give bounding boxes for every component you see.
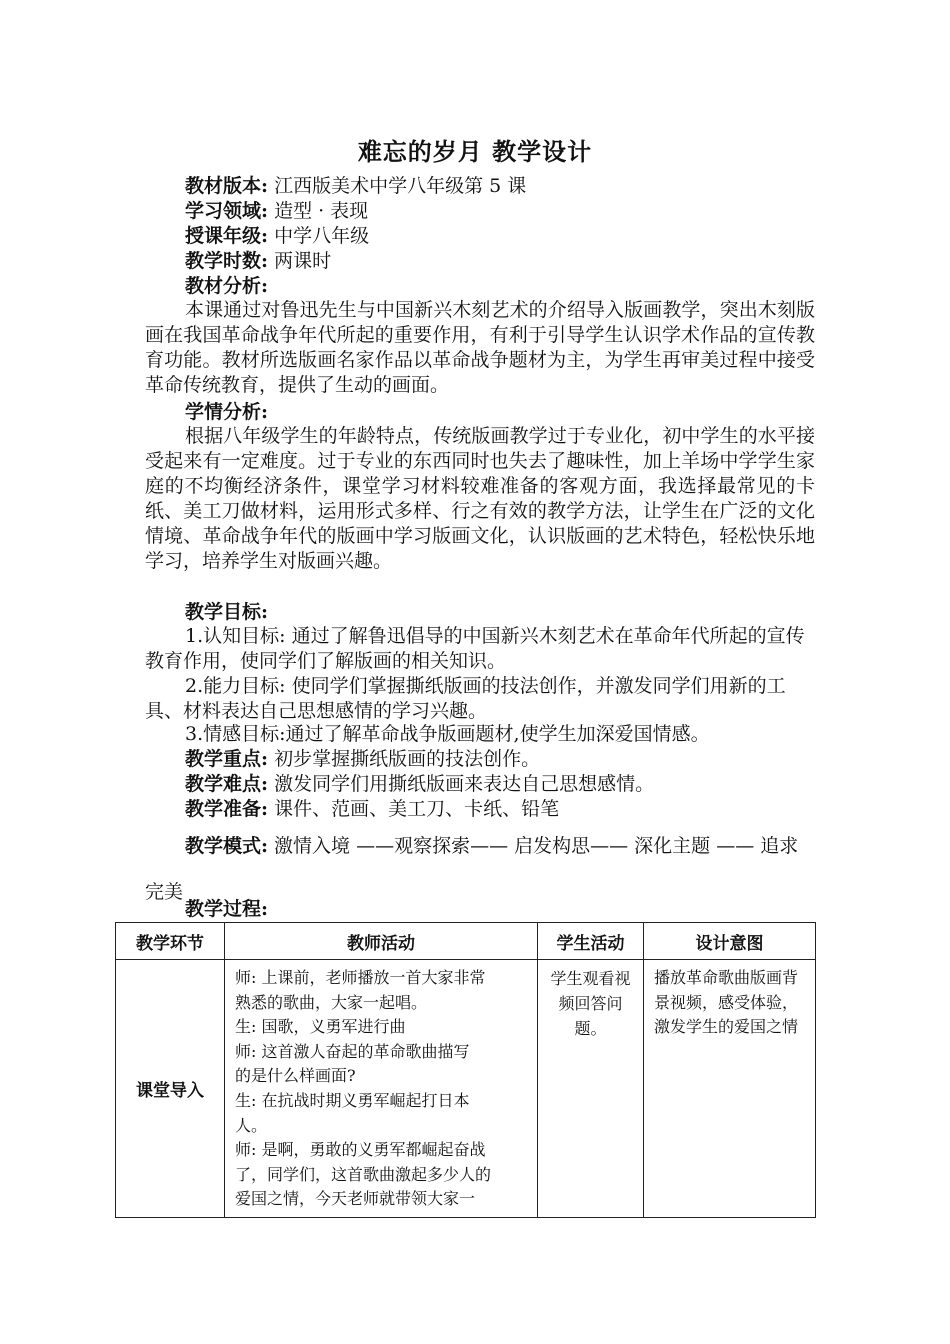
teaching-mode-label: 教学模式: [185,835,269,857]
teacher-activity-cell [225,960,538,1218]
header-intent: 设计意图 [644,923,816,960]
key-points [185,747,540,771]
objective-emotion: 3.情感目标:通过了解革命战争版画题材,使学生加深爱国情感。 [185,723,710,745]
design-intent-cell: 播放革命歌曲版画背景视频，感受体验，激发学生的爱国之情 [644,960,816,1218]
meta-edition [185,174,526,198]
objectives-heading: 教学目标: [185,601,269,623]
table-header-row [116,923,816,960]
student-analysis-heading: 学情分析: [185,401,269,423]
meta-domain-label: 学习领域: [185,200,269,222]
table-row [116,960,816,1218]
teacher-line: 师: 是啊，勇敢的义勇军都崛起奋战 [235,1140,486,1160]
teacher-line: 爱国之情，今天老师就带领大家一 [235,1189,476,1209]
meta-grade-value: 中学八年级 [274,225,370,247]
teacher-line: 生: 在抗战时期义勇军崛起打日本 [235,1090,470,1110]
teacher-line: 的是什么样画面? [235,1066,356,1086]
header-student: 学生活动 [538,923,644,960]
preparation-value: 课件、范画、美工刀、卡纸、铅笔 [274,798,560,820]
meta-domain-value: 造型 · 表现 [274,200,369,222]
key-points-label: 教学重点: [185,748,269,770]
meta-grade-label: 授课年级: [185,225,269,247]
teaching-mode-value: 激情入境 ——观察探索—— 启发构思—— 深化主题 —— 追求完美 [145,835,799,903]
teacher-line: 人。 [235,1115,268,1135]
meta-edition-label: 教材版本: [185,175,269,197]
preparation [185,797,559,821]
difficulties-label: 教学难点: [185,773,269,795]
meta-hours-label: 教学时数: [185,250,269,272]
teacher-line: 熟悉的歌曲，大家一起唱。 [235,992,428,1012]
page-title: 难忘的岁月 教学设计 [357,137,593,166]
stage-cell: 课堂导入 [116,960,225,1218]
key-points-value: 初步掌握撕纸版画的技法创作。 [274,748,541,770]
teacher-line: 师: 这首激人奋起的革命歌曲描写 [235,1041,470,1061]
student-activity-cell: 学生观看视频回答问题。 [538,960,644,1218]
process-heading: 教学过程: [185,898,269,920]
meta-domain [185,199,368,223]
objective-cognitive: 1.认知目标: 通过了解鲁迅倡导的中国新兴木刻艺术在革命年代所起的宣传教育作用，使同学们了解版画的相关知识。 [145,625,805,672]
meta-edition-value: 江西版美术中学八年级第 5 课 [274,175,527,197]
meta-hours-value: 两课时 [274,250,332,272]
preparation-label: 教学准备: [185,798,269,820]
student-analysis-text: 根据八年级学生的年龄特点，传统版画教学过于专业化，初中学生的水平接受起来有一定难度。过于专业的东西同时也失去了趣味性，加上羊场中学学生家庭的不均衡经济条件，课堂学习材料较难准备的客观方面，我选择最常见的卡纸、美工刀做材料，运用形式多样、行之有效的教学方法，让学生在广泛的文化情境、革命战争年代的版画中学习版画文化，认识版画的艺术特色，轻松快乐地学习，培养学生对版画兴趣。 [145,425,815,572]
header-stage: 教学环节 [116,923,225,960]
header-teacher: 教师活动 [225,923,538,960]
teacher-line: 生: 国歌，义勇军进行曲 [235,1017,406,1037]
material-analysis-heading: 教材分析: [185,275,269,297]
material-analysis-text: 本课通过对鲁迅先生与中国新兴木刻艺术的介绍导入版画教学，突出木刻版画在我国革命战争年代所起的重要作用，有利于引导学生认识学术作品的宣传教育功能。教材所选版画名家作品以革命战争题材为主，为学生再审美过程中接受革命传统教育，提供了生动的画面。 [145,299,815,396]
process-table [115,922,816,1218]
teacher-line: 了，同学们，这首歌曲激起多少人的 [235,1164,492,1184]
teacher-line: 师: 上课前，老师播放一首大家非常 [235,968,486,987]
meta-grade [185,224,369,248]
difficulties-value: 激发同学们用撕纸版画来表达自己思想感情。 [274,773,655,795]
meta-hours [185,249,331,273]
difficulties [185,772,654,796]
objective-ability: 2.能力目标: 使同学们掌握撕纸版画的技法创作，并激发同学们用新的工具、材料表达自己思想感情的学习兴趣。 [145,675,786,722]
